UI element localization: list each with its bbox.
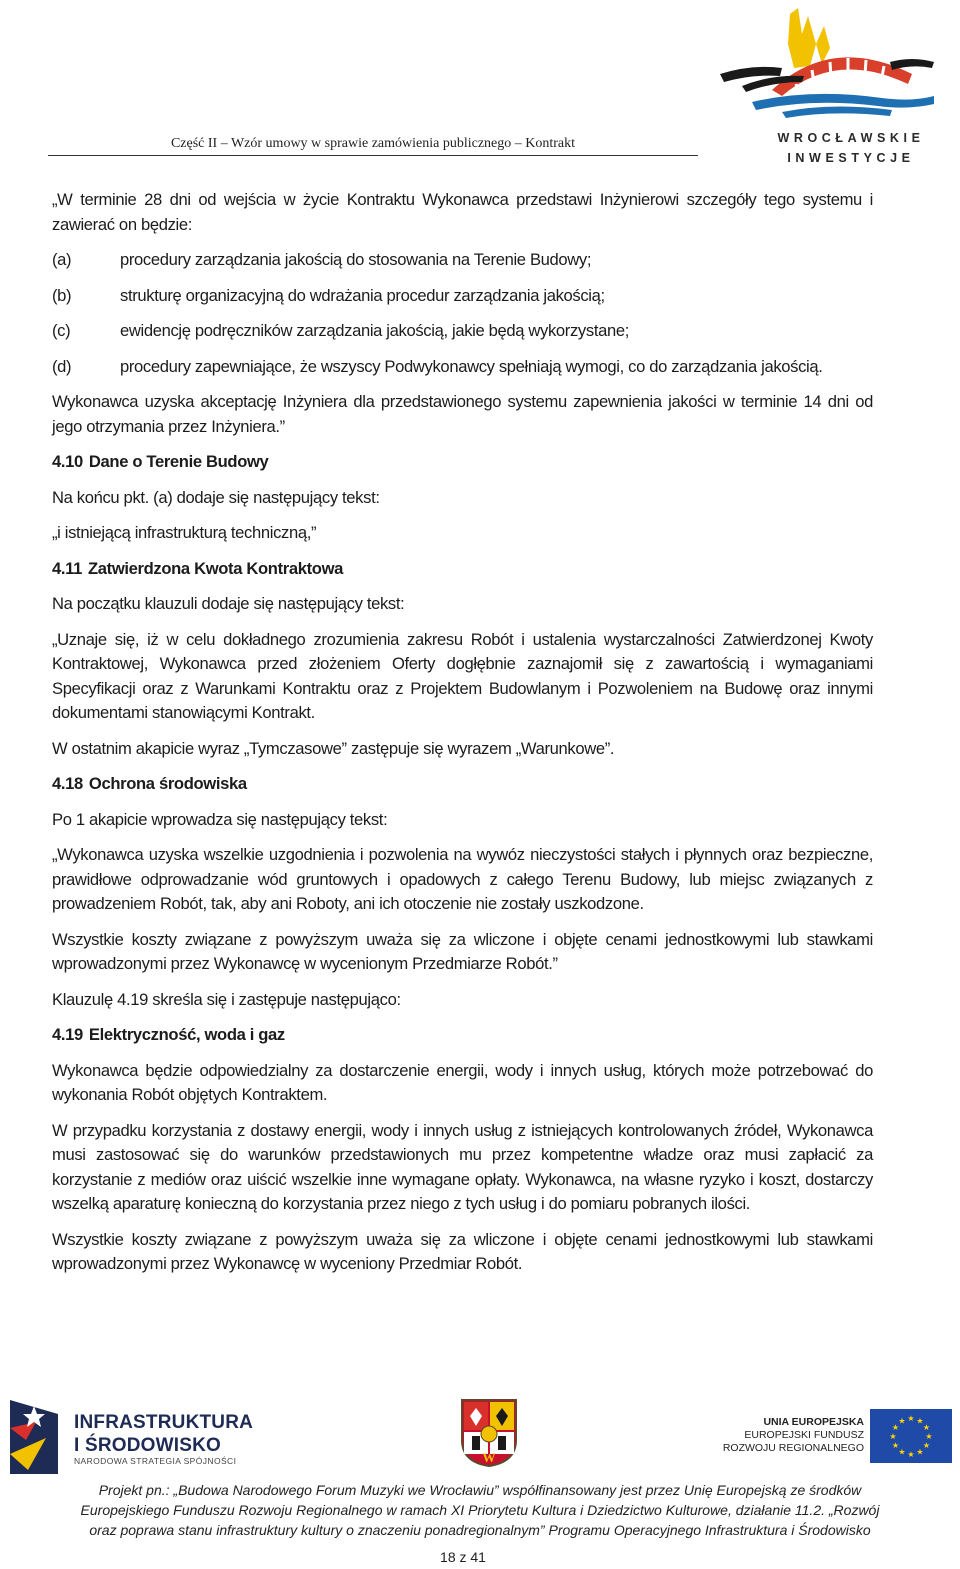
footer-note-line: oraz poprawa stanu infrastruktury kultury o znaczeniu ponadregionalnym” Programu Operacyjnego Infrastruktura i Środowisko bbox=[89, 1522, 871, 1538]
svg-text:★: ★ bbox=[925, 1432, 933, 1441]
bridge-logo-icon bbox=[712, 4, 942, 129]
svg-text:★: ★ bbox=[907, 1414, 915, 1423]
paragraph: Wszystkie koszty związane z powyższym uważa się za wliczone i objęte cenami jednostkowymi lub stawkami wprowadzonymi przez Wykonawcę w wycenionym Przedmiarze Robót.” bbox=[52, 929, 873, 973]
eu-logo-line3: ROZWOJU REGIONALNEGO bbox=[722, 1442, 864, 1454]
section-title: Dane o Terenie Budowy bbox=[88, 452, 269, 471]
paragraph: Na końcu pkt. (a) dodaje się następujący tekst: bbox=[52, 487, 380, 507]
footer-project-note bbox=[40, 1480, 920, 1540]
eu-logo bbox=[712, 1406, 956, 1466]
section-heading-4-10 bbox=[52, 450, 873, 475]
wroclawskie-inwestycje-logo bbox=[712, 4, 942, 169]
section-heading-4-19 bbox=[52, 1023, 873, 1048]
eu-logo-line2: EUROPEJSKI FUNDUSZ bbox=[744, 1429, 864, 1441]
list-item-text: ewidencję podręczników zarządzania jakością, jakie będą wykorzystane; bbox=[120, 321, 629, 340]
section-number: 4.11 bbox=[52, 558, 82, 578]
footer-logos bbox=[0, 1390, 960, 1480]
section-title: Elektryczność, woda i gaz bbox=[88, 1025, 285, 1044]
section-title: Ochrona środowiska bbox=[88, 774, 247, 793]
svg-text:★: ★ bbox=[907, 1450, 915, 1459]
section-title: Zatwierdzona Kwota Kontraktowa bbox=[87, 558, 344, 578]
paragraph: Na początku klauzuli dodaje się następujący tekst: bbox=[52, 594, 405, 613]
list-item-text: procedury zarządzania jakością do stosowania na Terenie Budowy; bbox=[120, 250, 592, 269]
svg-text:★: ★ bbox=[922, 1441, 931, 1450]
paragraph: Klauzulę 4.19 skreśla się i zastępuje następująco: bbox=[52, 989, 401, 1009]
list-item-label: (b) bbox=[52, 285, 72, 305]
paragraph: Wykonawca będzie odpowiedzialny za dostarczenie energii, wody i innych usług, których może potrzebować do wykonania Robót objętych Kontraktem. bbox=[52, 1060, 873, 1104]
svg-text:★: ★ bbox=[889, 1432, 897, 1441]
list-item bbox=[52, 284, 873, 309]
svg-text:★: ★ bbox=[891, 1441, 900, 1450]
list-item-label: (a) bbox=[52, 250, 72, 269]
paragraph: Po 1 akapicie wprowadza się następujący tekst: bbox=[52, 809, 388, 829]
list-item bbox=[52, 355, 873, 380]
list-item-text: procedury zapewniające, że wszyscy Podwykonawcy spełniają wymogi, co do zarządzania jakością. bbox=[120, 356, 823, 376]
svg-text:★: ★ bbox=[898, 1416, 906, 1426]
document-body bbox=[52, 188, 873, 1288]
svg-text:★: ★ bbox=[898, 1447, 906, 1457]
paragraph: „Uznaje się, iż w celu dokładnego zrozumienia zakresu Robót i ustalenia wystarczalności Zatwierdzonej Kwoty Kontraktowej, Wykonawca przed złożeniem Oferty dogłębnie zaznajomił się z zawartością i wymaganiami Specyfikacji oraz z Warunkami Kontraktu oraz z Projektem Budowlanym i Pozwoleniem na Budowę oraz innymi dokumentami stanowiącymi Kontrakt. bbox=[52, 629, 873, 722]
logo-text-inwestycje: INWESTYCJE bbox=[787, 151, 915, 165]
header-title: Część II – Wzór umowy w sprawie zamówienia publicznego – Kontrakt bbox=[170, 136, 576, 151]
paragraph: „Wykonawca uzyska wszelkie uzgodnienia i pozwolenia na wywóz nieczystości stałych i płynnych oraz bezpieczne, prawidłowe odprowadzanie wód gruntowych i opadowych z całego Terenu Budowy, lub miejsc związanych z prowadzeniem Robót, tak, aby ani Roboty, ani ich otoczenie nie zostały uszkodzone. bbox=[52, 845, 873, 913]
footer-note-line: Projekt pn.: „Budowa Narodowego Forum Muzyki we Wrocławiu” współfinansowany jest przez Unię Europejską ze środków bbox=[98, 1482, 862, 1498]
svg-text:★: ★ bbox=[916, 1447, 924, 1457]
is-flag-icon bbox=[6, 1394, 66, 1478]
header-divider bbox=[48, 155, 698, 156]
paragraph: W przypadku korzystania z dostawy energii, wody i innych usług z istniejących kontrolowanych źródeł, Wykonawca musi zastosować się do warunków przedstawionych mu przez kompetentne władze oraz musi zapłacić za korzystanie z mediów oraz uiścić wszelkie inne wymagane opłaty. Wykonawca, na własne ryzyko i koszt, dostarczy wszelką aparaturę konieczną do korzystania przez niego z tych usług i do pomiaru pobranych ilości. bbox=[52, 1120, 873, 1213]
footer-note-line: Europejskiego Funduszu Rozwoju Regionalnego w ramach XI Priorytetu Kultura i Dziedzictwo Kulturowe, działanie 11.2. „Rozwój bbox=[80, 1502, 880, 1518]
svg-text:W: W bbox=[482, 1450, 496, 1465]
section-number: 4.10 bbox=[52, 452, 83, 471]
section-heading-4-11 bbox=[52, 557, 873, 582]
svg-text:★: ★ bbox=[916, 1416, 924, 1426]
requirements-list bbox=[52, 248, 873, 379]
page-number: 18 z 41 bbox=[440, 1549, 486, 1565]
is-logo-line2: I ŚRODOWISKO bbox=[74, 1435, 222, 1456]
list-item bbox=[52, 319, 873, 344]
is-logo-line3: NARODOWA STRATEGIA SPÓJNOŚCI bbox=[74, 1456, 237, 1466]
list-item bbox=[52, 248, 873, 273]
intro-paragraph: „W terminie 28 dni od wejścia w życie Kontraktu Wykonawca przedstawi Inżynierowi szczegóły tego systemu i zawierać on będzie: bbox=[52, 190, 873, 234]
paragraph: W ostatnim akapicie wyraz „Tymczasowe” zastępuje się wyrazem „Warunkowe”. bbox=[52, 738, 615, 758]
section-number: 4.18 bbox=[52, 774, 83, 793]
eu-flag-icon bbox=[870, 1409, 952, 1463]
infrastruktura-srodowisko-logo bbox=[6, 1394, 266, 1474]
svg-text:★: ★ bbox=[891, 1423, 900, 1432]
list-item-text: strukturę organizacyjną do wdrażania procedur zarządzania jakością; bbox=[120, 285, 605, 305]
paragraph: „i istniejącą infrastrukturą techniczną,” bbox=[52, 523, 317, 542]
list-item-label: (c) bbox=[52, 321, 71, 340]
logo-text-wroclawskie: WROCŁAWSKIE bbox=[777, 131, 925, 145]
list-item-label: (d) bbox=[52, 356, 72, 376]
section-heading-4-18 bbox=[52, 772, 873, 797]
is-logo-line1: INFRASTRUKTURA bbox=[74, 1412, 254, 1433]
section-number: 4.19 bbox=[52, 1025, 83, 1044]
eu-logo-line1: UNIA EUROPEJSKA bbox=[763, 1416, 864, 1428]
paragraph: Wszystkie koszty związane z powyższym uważa się za wliczone i objęte cenami jednostkowymi lub stawkami wprowadzonymi przez Wykonawcę w wyceniony Przedmiar Robót. bbox=[52, 1229, 873, 1273]
wroclaw-coat-of-arms-icon bbox=[458, 1396, 520, 1468]
acceptance-paragraph: Wykonawca uzyska akceptację Inżyniera dla przedstawionego systemu zapewnienia jakości w terminie 14 dni od jego otrzymania przez Inżyniera.” bbox=[52, 392, 873, 436]
svg-text:★: ★ bbox=[922, 1423, 931, 1432]
